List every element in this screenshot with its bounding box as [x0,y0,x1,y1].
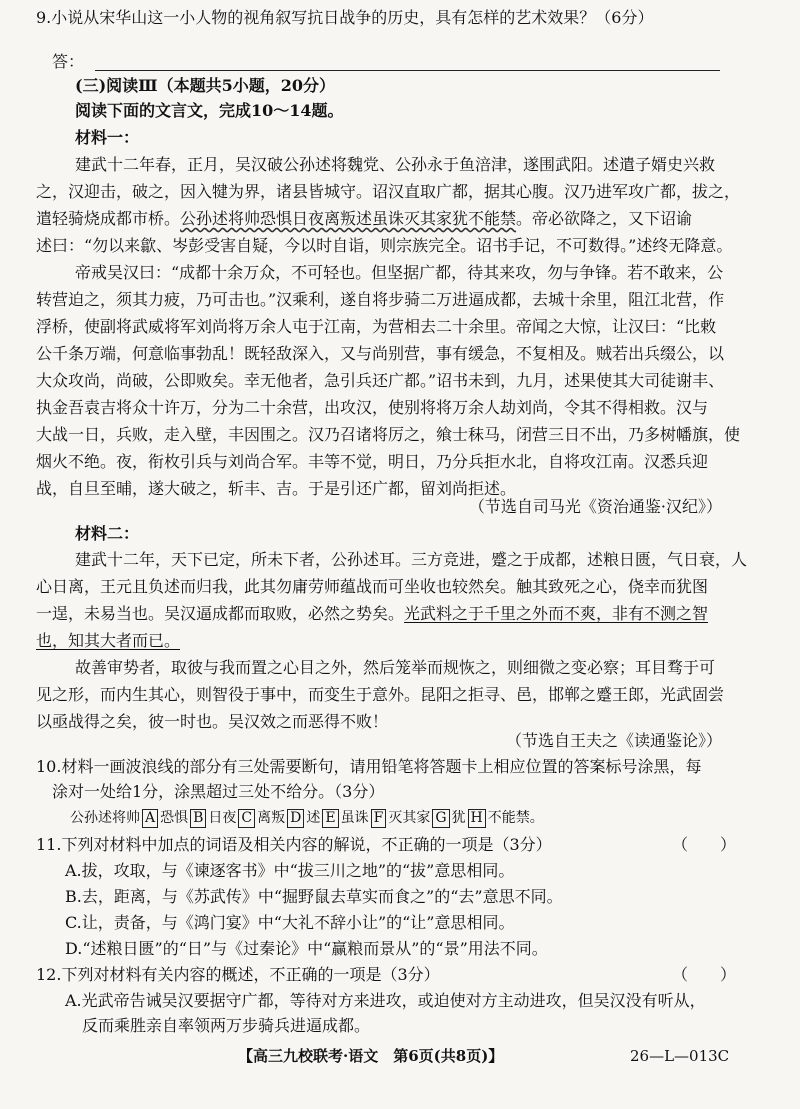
option-b: B.去，距离，与《苏武传》中“掘野鼠去草实而食之”的“去”意思不同。 [65,887,563,906]
answer-box-b[interactable]: B [190,809,206,828]
material-2-line: 建武十二年，天下已定，所未下者，公孙述耳。三方竞进，蹙之于成都，述粮日匮，气日衰，人 [75,550,748,569]
material-2-line: 故善审势者，取彼与我而置之心目之外，然后笼举而规恢之，则细微之变必察；耳目骛于可 [75,658,716,677]
question-11-text: 11.下列对材料中加点的词语及相关内容的解说，不正确的一项是（3分） [36,835,552,854]
question-10-text: 涂对一处给1分，涂黑超过三处不给分。（3分） [52,782,385,801]
question-10-segmentation [70,808,544,828]
material-1-line: 浮桥，使副将武威将军刘尚将万余人屯于江南，为营相去二十余里。帝闻之大惊，让汉曰：“比敕 [36,317,717,336]
material-2-line: 以亟战得之矣，彼一时也。吴汉效之而恶得不败！ [36,712,389,731]
material-2-text: 一逞，未易当也。吴汉逼成都而取败，必然之势矣。 [36,604,405,623]
exam-code: 26—L—013C [630,1047,730,1065]
material-1-line: 战，自旦至晡，遂大破之，斩丰、吉。于是引还广都，留刘尚拒述。 [36,479,517,498]
material-2-label: 材料二： [75,524,140,543]
question-12-stem [36,965,736,985]
material-1-line: 烟火不绝。夜，衔枚引兵与刘尚合军。丰等不觉，明日，乃分兵拒水北，自将攻江南。汉悉兵迎 [36,452,709,471]
sentence-segment: 离叛 [257,810,286,826]
underlined-sentence: 也，知其大者而已。 [36,631,181,650]
material-1-line: 建武十二年春，正月，吴汉破公孙述将魏党、公孙永于鱼涪津，遂围武阳。述遣子婿史兴救 [75,155,716,174]
material-1-line: 公千条万端，何意临事勃乱！既轻敌深入，又与尚别营，事有缓急，不复相及。贼若出兵缀公，以 [36,344,725,363]
material-2-line: 见之形，而内生其心，则智役于事中，而变生于意外。昆阳之拒寻、邑，邯郸之蹙王郎，光武固尝 [36,685,725,704]
wavy-underlined-passage: 公孙述将帅恐惧日夜离叛述虽诛灭其家犹不能禁 [180,209,517,228]
sentence-segment: 日夜 [208,810,237,826]
sentence-segment: 虽诛 [340,810,369,826]
answer-box-g[interactable]: G [432,809,449,828]
material-1-line: 述曰：“勿以来歙、岑彭受害自疑，今以时自诣，则宗族完全。诏书手记，不可数得。”述终无降意。 [36,236,733,255]
material-1-source: （节选自司马光《资治通鉴·汉纪》） [468,497,722,516]
sentence-segment: 恐惧 [160,810,189,826]
material-1-line: 之，汉迎击，破之，因入犍为界，诸县皆城守。诏汉直取广都，据其心腹。汉乃进军攻广都，拔之， [36,182,741,201]
option-a: A.光武帝告诫吴汉要据守广都，等待对方来进攻，或迫使对方主动进攻，但吴汉没有听从， [65,991,706,1010]
option-a-continued: 反而乘胜亲自率领两万步骑兵进逼成都。 [82,1016,371,1035]
sentence-segment: 灭其家 [388,810,431,826]
section-instruction: 阅读下面的文言文，完成10～14题。 [75,101,344,120]
material-1-text: 。帝必欲降之，又下诏谕 [516,209,693,228]
answer-label: 答： [52,52,85,71]
material-1-line: 大战一日，兵败，走入壁，丰因围之。汉乃召诸将厉之，飨士秣马，闭营三日不出，乃多树幡旗，使 [36,425,741,444]
sentence-segment: 公孙述将帅 [70,810,140,826]
answer-box-f[interactable]: F [371,809,387,828]
material-1-line: 执金吾袁吉将众十许万，分为二十余营，出攻汉，使别将将万余人劫刘尚，令其不得相救。汉与 [36,398,709,417]
answer-parentheses[interactable]: （ ） [671,965,736,984]
underlined-sentence: 光武料之于千里之外而不爽，非有不测之智 [404,604,709,623]
question-11-stem [36,835,736,855]
sentence-segment: 犹 [451,810,466,826]
question-10-text: 10.材料一画波浪线的部分有三处需要断句，请用铅笔将答题卡上相应位置的答案标号涂黑，每 [36,757,702,776]
page-footer: 【高三九校联考·语文 第6页(共8页)】 [238,1047,504,1065]
answer-line[interactable] [95,70,720,71]
material-1-text: 遣轻骑烧成都市桥。 [36,209,181,228]
material-1-label: 材料一： [75,128,140,147]
material-1-line [36,209,692,229]
material-1-line: 大众攻尚，尚破，公即败矣。幸无他者，急引兵还广都。”诏书未到，九月，述果使其大司徒谢丰、 [36,371,725,390]
option-d: D.“述粮日匮”的“日”与《过秦论》中“赢粮而景从”的“景”用法不同。 [65,939,548,958]
answer-box-e[interactable]: E [322,809,338,828]
section-title: (三)阅读Ⅲ（本题共5小题，20分） [75,76,336,95]
material-1-line: 帝戒吴汉曰：“成都十余万众，不可轻也。但坚据广都，待其来攻，勿与争锋。若不敢来，公 [75,263,724,282]
material-2-line [36,604,708,624]
question-12-text: 12.下列对材料有关内容的概述，不正确的一项是（3分） [36,965,440,984]
material-1-line: 转营迫之，须其力疲，乃可击也。”汉乘利，遂自将步骑二万进逼成都，去城十余里，阻江北营，作 [36,290,725,309]
answer-box-h[interactable]: H [468,809,486,828]
material-2-line: 心日离，王元且负述而归我，此其勿庸劳师蕴战而可坐收也较然矣。触其致死之心，侥幸而犹图 [36,577,709,596]
sentence-segment: 不能禁。 [487,810,544,826]
answer-box-a[interactable]: A [142,809,158,828]
answer-parentheses[interactable]: （ ） [671,835,736,854]
sentence-segment: 述 [306,810,321,826]
answer-box-c[interactable]: C [238,809,255,828]
material-2-source: （节选自王夫之《读通鉴论》） [505,731,722,750]
option-c: C.让，责备，与《鸿门宴》中“大礼不辞小让”的“让”意思相同。 [65,913,515,932]
option-a: A.拔，攻取，与《谏逐客书》中“拔三川之地”的“拔”意思相同。 [65,861,515,880]
answer-box-d[interactable]: D [287,809,304,828]
question-9-text: 9.小说从宋华山这一小人物的视角叙写抗日战争的历史，具有怎样的艺术效果？（6分） [36,8,654,27]
